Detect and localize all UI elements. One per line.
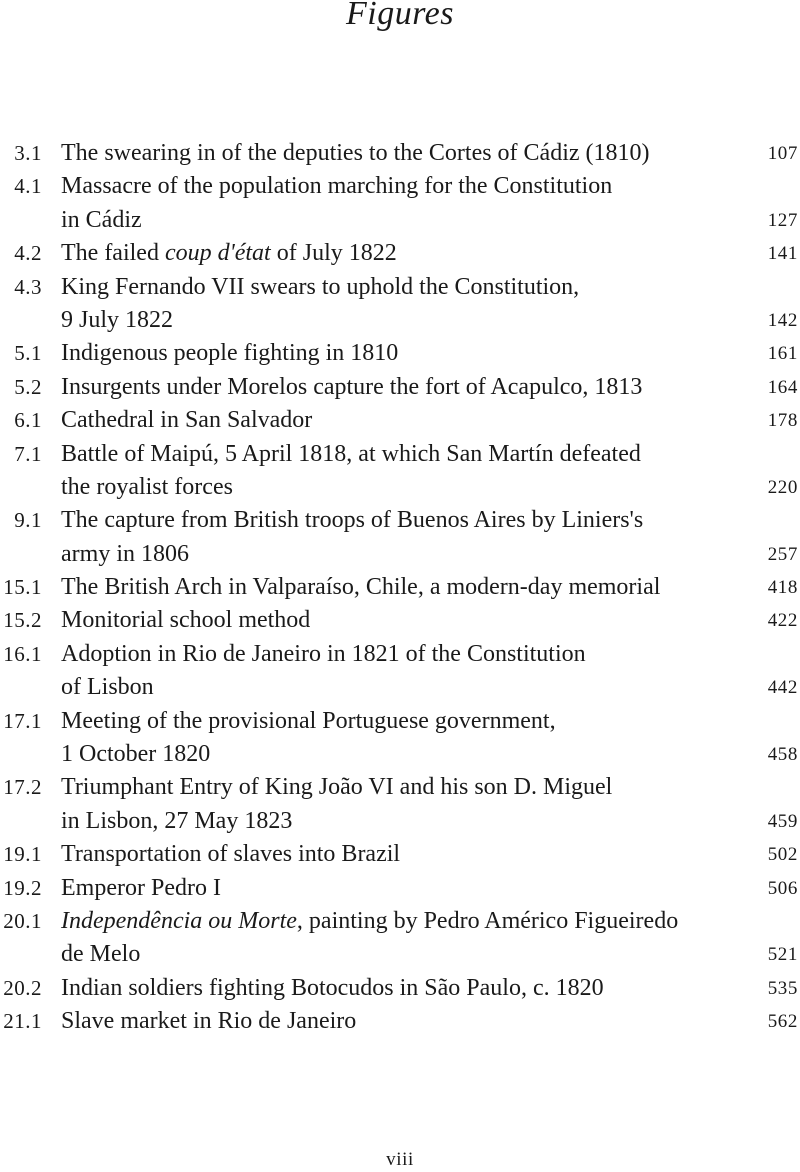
italic-title: coup d'état	[164, 240, 271, 267]
figure-caption: Indigenous people fighting in 1810	[61, 340, 399, 367]
figure-caption: Indian soldiers fighting Botocudos in São Paulo, c. 1820	[61, 974, 604, 1001]
figure-caption: of Lisbon	[61, 674, 154, 701]
figure-number: 17.2	[3, 775, 42, 800]
figure-page-number: 502	[767, 844, 798, 866]
figure-line	[0, 504, 800, 537]
figure-caption: Meeting of the provisional Portuguese government,	[61, 707, 556, 734]
figure-number: 20.2	[3, 975, 42, 1000]
figure-entry	[0, 271, 800, 338]
figure-entry	[0, 972, 800, 1005]
figure-page-number: 142	[767, 309, 798, 331]
figure-entry	[0, 872, 800, 905]
figure-page-number: 220	[767, 476, 798, 498]
figure-caption: Slave market in Rio de Janeiro	[61, 1008, 357, 1035]
figure-page-number: 164	[767, 376, 798, 398]
figure-line	[0, 438, 800, 471]
figure-page-number: 535	[767, 977, 798, 999]
figure-entry	[0, 237, 800, 270]
figure-line	[0, 838, 800, 871]
figure-line-continued	[0, 671, 800, 704]
figure-line	[0, 638, 800, 671]
figure-caption: Emperor Pedro I	[61, 874, 221, 901]
figure-line-continued	[0, 471, 800, 504]
figure-entry	[0, 838, 800, 871]
figure-number: 6.1	[14, 408, 42, 433]
figure-caption: in Cádiz	[61, 206, 142, 233]
figure-page-number: 418	[767, 577, 798, 599]
figure-page-number: 562	[767, 1011, 798, 1033]
figure-line-continued	[0, 738, 800, 771]
page-title: Figures	[345, 0, 454, 32]
figure-number: 4.2	[14, 241, 42, 266]
figure-number: 4.3	[14, 274, 42, 299]
figure-caption: The capture from British troops of Buenos Aires by Liniers's	[61, 507, 644, 534]
figure-number: 5.1	[14, 341, 42, 366]
figure-line	[0, 371, 800, 404]
figure-entry	[0, 571, 800, 604]
figure-number: 21.1	[3, 1009, 42, 1034]
figure-page-number: 521	[767, 944, 798, 966]
figure-caption: Adoption in Rio de Janeiro in 1821 of the Constitution	[61, 640, 586, 667]
figure-number: 3.1	[14, 141, 42, 165]
figure-line	[0, 271, 800, 304]
figure-caption: The failed coup d'état of July 1822	[61, 240, 397, 267]
figure-number: 19.2	[3, 875, 42, 900]
figure-caption: Massacre of the population marching for the Constitution	[61, 173, 613, 200]
figure-entry	[0, 438, 800, 505]
figure-page-number: 127	[767, 209, 798, 231]
figure-page-number: 141	[767, 243, 798, 265]
figure-page-number: 257	[767, 543, 798, 565]
page-folio: viii	[386, 1149, 414, 1170]
figure-line-continued	[0, 805, 800, 838]
figure-caption: Insurgents under Morelos capture the fort of Acapulco, 1813	[61, 373, 643, 400]
figure-number: 19.1	[3, 842, 42, 867]
figure-line	[0, 337, 800, 370]
figure-entry	[0, 705, 800, 772]
figure-caption: Cathedral in San Salvador	[61, 407, 313, 434]
figure-page-number: 459	[767, 810, 798, 832]
figure-caption: 9 July 1822	[61, 306, 174, 333]
figure-line-continued	[0, 938, 800, 971]
figure-caption: Triumphant Entry of King João VI and his son D. Miguel	[61, 774, 613, 801]
figure-number: 17.1	[3, 708, 42, 733]
figure-line	[0, 972, 800, 1005]
figure-caption: army in 1806	[61, 540, 189, 567]
figure-caption: in Lisbon, 27 May 1823	[61, 807, 293, 834]
figure-number: 7.1	[14, 441, 42, 466]
figure-page-number: 422	[767, 610, 798, 632]
figure-entry	[0, 404, 800, 437]
figure-number: 20.1	[3, 908, 42, 933]
figure-entry	[0, 905, 800, 972]
figure-line	[0, 872, 800, 905]
figure-line	[0, 705, 800, 738]
figure-number: 9.1	[14, 508, 42, 533]
figures-list	[0, 137, 800, 1039]
figure-caption: the royalist forces	[61, 473, 233, 500]
figure-line	[0, 571, 800, 604]
figure-caption: Monitorial school method	[61, 607, 311, 634]
figure-line	[0, 137, 800, 170]
figure-caption: de Melo	[61, 941, 141, 968]
figure-entry	[0, 638, 800, 705]
figure-entry	[0, 371, 800, 404]
figure-page-number: 506	[767, 877, 798, 899]
figure-number: 15.2	[3, 608, 42, 633]
figure-number: 15.1	[3, 575, 42, 600]
figure-line	[0, 237, 800, 270]
figure-number: 16.1	[3, 641, 42, 666]
figure-entry	[0, 604, 800, 637]
figure-caption: Independência ou Morte, painting by Pedro Américo Figueiredo	[61, 907, 679, 934]
figure-caption: The British Arch in Valparaíso, Chile, a modern-day memorial	[61, 574, 661, 601]
figure-number: 4.1	[14, 174, 42, 199]
figure-caption: 1 October 1820	[61, 741, 211, 768]
figure-entry	[0, 337, 800, 370]
figure-entry	[0, 137, 800, 170]
figure-page-number: 442	[767, 677, 798, 699]
figure-page-number: 161	[767, 343, 798, 365]
figure-caption: Transportation of slaves into Brazil	[61, 841, 401, 868]
figure-entry	[0, 170, 800, 237]
figure-page-number: 458	[767, 744, 798, 766]
figure-entry	[0, 771, 800, 838]
figure-line-continued	[0, 204, 800, 237]
figure-line	[0, 905, 800, 938]
figure-caption: Battle of Maipú, 5 April 1818, at which San Martín defeated	[61, 440, 641, 467]
figure-entry	[0, 504, 800, 571]
italic-title: Independência ou Morte	[61, 907, 297, 934]
figure-line	[0, 404, 800, 437]
figure-line-continued	[0, 304, 800, 337]
figure-line	[0, 1005, 800, 1038]
figure-caption: King Fernando VII swears to uphold the Constitution,	[61, 273, 580, 300]
figure-line	[0, 170, 800, 203]
figure-line-continued	[0, 538, 800, 571]
figure-page-number: 107	[767, 143, 798, 164]
figure-page-number: 178	[767, 410, 798, 432]
figure-line	[0, 771, 800, 804]
figure-line	[0, 604, 800, 637]
figure-number: 5.2	[14, 374, 42, 399]
figure-caption: The swearing in of the deputies to the Cortes of Cádiz (1810)	[61, 140, 650, 166]
figure-entry	[0, 1005, 800, 1038]
